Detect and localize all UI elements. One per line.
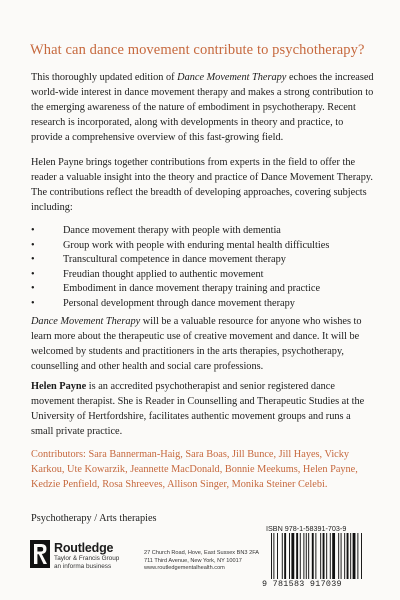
topic-item [31,239,375,254]
isbn-label: ISBN 978-1-58391-703-9 [266,524,347,533]
bullet-icon: • [31,254,35,265]
address-line: 27 Church Road, Hove, East Sussex BN3 2FA [144,550,260,556]
topic-text: Personal development through dance movement therapy [63,297,295,309]
bullet-icon: • [31,225,35,236]
intro-text-start: This thoroughly updated edition of [31,72,178,83]
publisher-block [54,542,119,571]
author-bio-text: is an accredited psychotherapist and senior registered dance movement therapist. She is Reader in Counselling and Therapeutic Studies at the University of Hertfordshire, facilitates authentic movement groups and runs a small private practice. [31,381,365,437]
subject-category: Psychotherapy / Arts therapies [31,513,157,524]
intro-text-rest: echoes the increased world-wide interest in dance movement therapy and makes a strong contribution to the emerging awareness of the nature of embodiment in psychotherapy. Recent research is incorporated, along with developments in theory and practice, to provide a comprehensive overview of this fast-growing field. [31,72,374,143]
intro-book-title: Dance Movement Therapy [177,72,287,83]
topic-item [31,224,375,239]
topic-item [31,282,375,297]
topic-item [31,268,375,283]
barcode-digits: 9 781583 917039 [262,579,342,589]
author-bio [31,379,375,439]
resource-paragraph [31,314,375,374]
topic-text: Group work with people with enduring mental health difficulties [63,239,330,251]
back-cover-heading: What can dance movement contribute to psychotherapy? [30,42,365,58]
bullet-icon: • [31,239,35,251]
bullet-icon: • [31,297,35,309]
publisher-name: Routledge [54,541,114,555]
bullet-icon: • [31,268,35,280]
publisher-website: www.routledgementalhealth.com [144,565,225,572]
author-name: Helen Payne [31,381,87,392]
contributors-list: Contributors: Sara Bannerman-Haig, Sara Boas, Jill Bunce, Jill Hayes, Vicky Karkou, Ute Kowarzik, Jeannette MacDonald, Bonnie Meekums, Helen Payne, Kedzie Penfield, Rosa Shreeves, Allison Singer, Monika Steiner Celebi. [31,449,358,490]
topics-list [31,224,375,311]
resource-book-title: Dance Movement Therapy [31,316,141,327]
barcode-icon [270,533,366,579]
publisher-group: Taylor & Francis Group [54,555,120,562]
address-line: 711 Third Avenue, New York, NY 10017 [144,557,242,564]
topic-item [31,253,375,268]
topic-text: Embodiment in dance movement therapy training and practice [63,283,321,294]
publisher-tagline: an informa business [54,563,112,570]
resource-text: will be a valuable resource for anyone who wishes to learn more about the therapeutic use of creative movement and dance. It will be welcomed by students and practitioners in the arts therapies, psychotherapy, counselling and other health and social care professions. [31,316,362,372]
topic-text: Dance movement therapy with people with dementia [63,225,281,236]
topic-item [31,297,375,312]
publisher-address [144,550,259,573]
bullet-icon: • [31,283,35,294]
topic-text: Transcultural competence in dance movement therapy [63,254,286,265]
routledge-logo-icon [30,540,50,568]
barcode-block [262,533,368,593]
intro-paragraph [31,70,375,145]
topic-text: Freudian thought applied to authentic movement [63,268,264,280]
editor-paragraph: Helen Payne brings together contributions from experts in the field to offer the reader a valuable insight into the theory and practice of Dance Movement Therapy. The contributions reflect the breadth of developing approaches, covering subjects including: [31,157,373,213]
